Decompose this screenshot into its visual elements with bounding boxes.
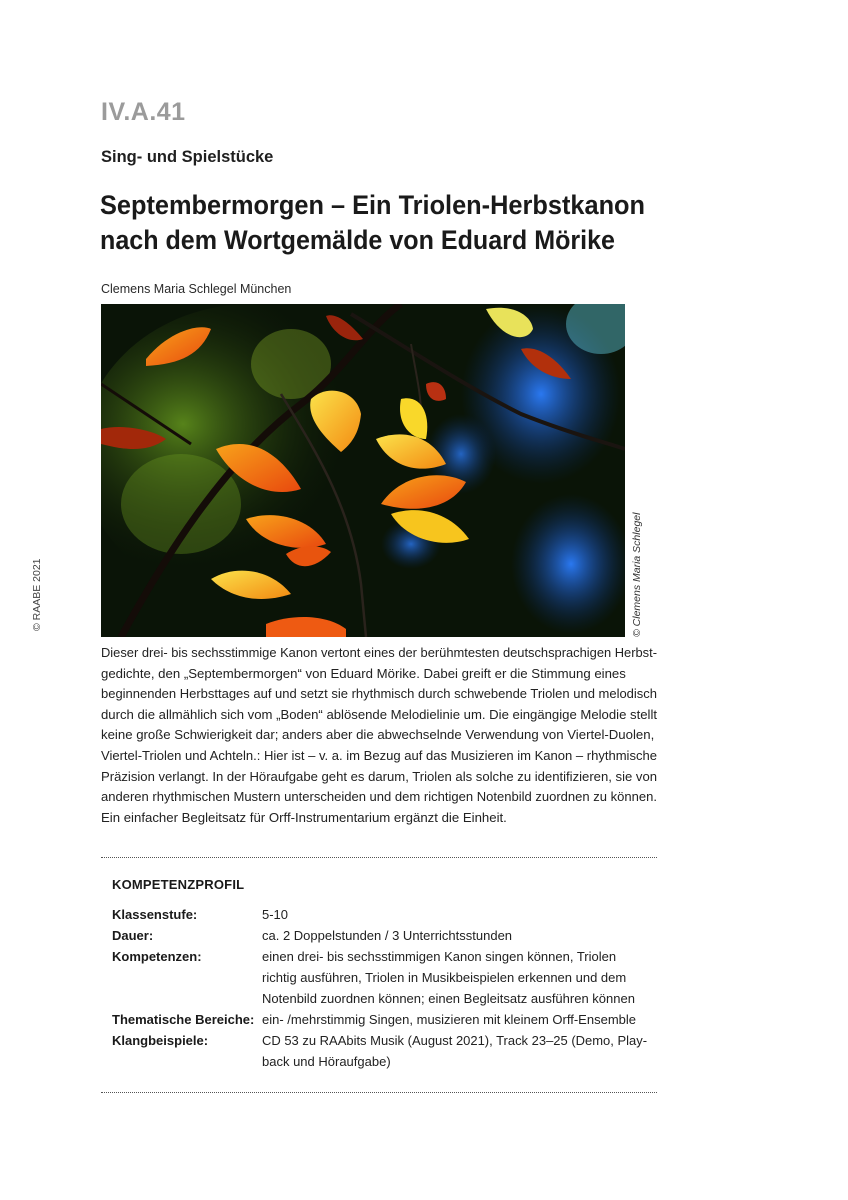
profile-row-grade [112, 904, 657, 925]
intro-line: durch die allmählich sich vom „Boden“ ablösende Melodielinie um. Die eingängige Melodie stellt [101, 706, 658, 722]
profile-value-line: back und Höraufgabe) [262, 1054, 391, 1069]
title-line-2: nach dem Wortgemälde von Eduard Mörike [100, 225, 616, 255]
profile-value-line: ein- /mehrstimmig Singen, musizieren mit kleinem Orff-Ensemble [262, 1012, 636, 1027]
intro-line: anderen rhythmischen Mustern unterscheiden und dem richtigen Notenbild zuordnen zu können. [101, 789, 657, 805]
profile-title: KOMPETENZPROFIL [112, 877, 245, 892]
profile-label: Dauer: [112, 928, 154, 943]
intro-line: gedichte, den „Septembermorgen“ von Eduard Mörike. Dabei greift er die Stimmung eines [101, 665, 626, 681]
competence-profile [112, 904, 657, 1072]
section-label: Sing- und Spielstücke [101, 148, 274, 166]
profile-value-line: ca. 2 Doppelstunden / 3 Unterrichtsstunden [262, 928, 513, 943]
profile-value [262, 925, 657, 946]
profile-label: Klangbeispiele: [112, 1033, 209, 1048]
divider-top [101, 857, 657, 858]
profile-row-duration [112, 925, 657, 946]
intro-line: Dieser drei- bis sechsstimmige Kanon vertont eines der berühmtesten deutschsprachigen Herbst- [101, 645, 658, 660]
photo-illustration [101, 304, 625, 637]
photo-credit: © Clemens Maria Schlegel [631, 512, 643, 637]
autumn-leaves-photo [101, 304, 625, 637]
intro-line: keine große Schwierigkeit dar; anders aber die abwechselnde Verwendung von Viertel-Duolen, [101, 727, 655, 743]
intro-line: Viertel-Triolen und Achteln.: Hier ist – v. a. im Bezug auf das Musizieren im Kanon – rhythmische [101, 747, 657, 763]
profile-label: Kompetenzen: [112, 949, 202, 964]
author-line: Clemens Maria Schlegel München [101, 282, 292, 296]
profile-value [262, 1009, 657, 1030]
profile-value-line: Notenbild zuordnen können; einen Begleitsatz ausführen können [262, 991, 635, 1006]
profile-label: Thematische Bereiche: [112, 1012, 255, 1027]
page-title [100, 188, 670, 258]
profile-label: Klassenstufe: [112, 907, 198, 922]
divider-bottom [101, 1092, 657, 1093]
title-line-1: Septembermorgen – Ein Triolen-Herbstkanon [100, 190, 646, 220]
profile-value [262, 904, 657, 925]
profile-value-line: richtig ausführen, Triolen in Musikbeispielen erkennen und dem [262, 970, 627, 985]
unit-code: IV.A.41 [101, 98, 186, 126]
intro-paragraph [101, 643, 657, 828]
profile-row-audio [112, 1030, 657, 1072]
profile-value-line: CD 53 zu RAAbits Musik (August 2021), Track 23–25 (Demo, Play- [262, 1033, 648, 1048]
intro-line: Ein einfacher Begleitsatz für Orff-Instrumentarium ergänzt die Einheit. [101, 809, 507, 825]
profile-value [262, 946, 657, 1009]
intro-line: beginnenden Herbsttages auf und setzt sie rhythmisch durch schwebende Triolen und melodisch [101, 686, 658, 702]
profile-value-line: 5-10 [262, 907, 289, 922]
copyright-note: © RAABE 2021 [31, 558, 43, 631]
profile-value [262, 1030, 657, 1072]
profile-value-line: einen drei- bis sechsstimmigen Kanon singen können, Triolen [262, 949, 617, 964]
intro-line: Präzision verlangt. In der Höraufgabe geht es darum, Triolen als solche zu identifizieren, sie von [101, 768, 658, 784]
profile-row-competences [112, 946, 657, 1009]
profile-row-topics [112, 1009, 657, 1030]
